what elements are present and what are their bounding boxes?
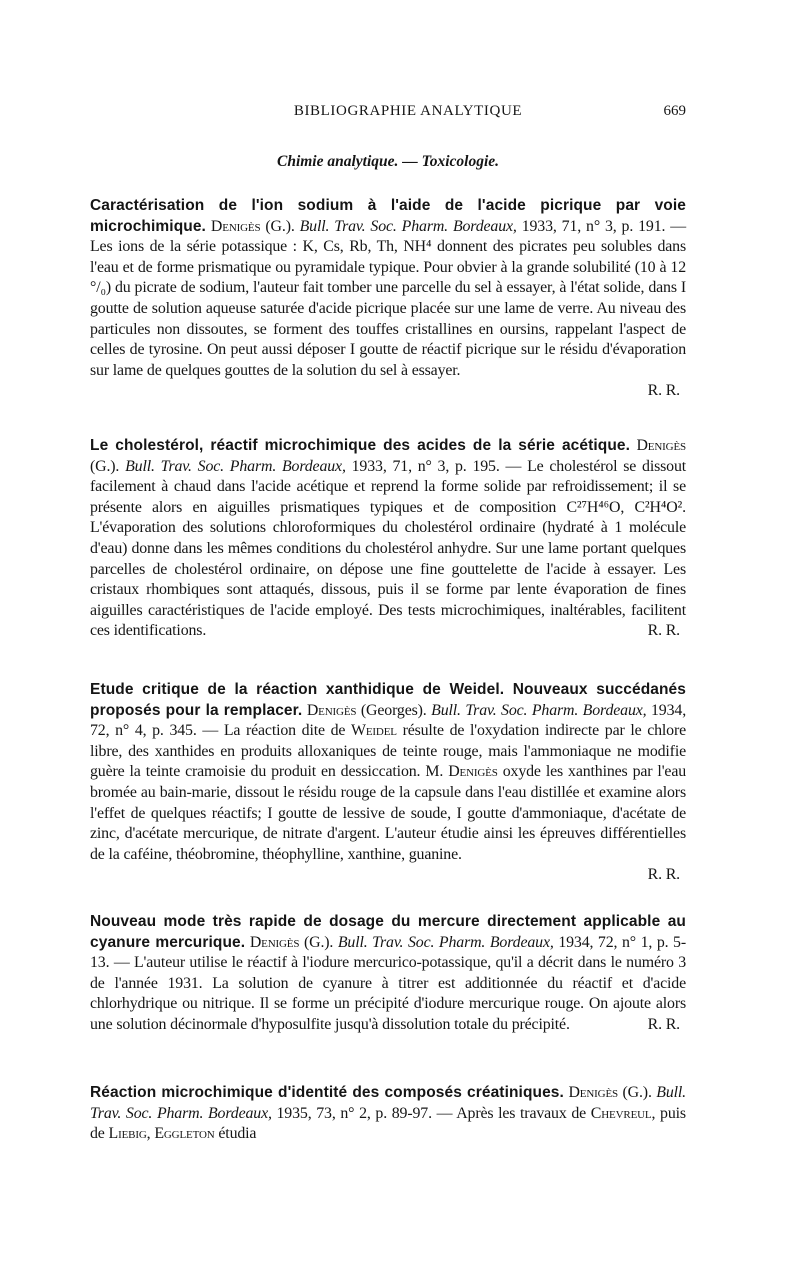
entry-reference: 1934, 72, n° 4, p. 345. [90, 701, 687, 740]
entry-signature: R. R. [647, 866, 680, 884]
entry-title: Le cholestérol, réactif microchimique des acides de la série acétique. [90, 437, 631, 454]
entry-reference: 1935, 73, n° 2, p. 89-97. [276, 1104, 432, 1122]
entry-author: Denigès [636, 437, 686, 454]
entry-signature: R. R. [647, 1015, 680, 1033]
entry-body: — L'auteur utilise le réactif à l'iodure mercurico-potassique, qu'il a décrit dans le numéro 3 de l'année 1931. La solution de cyanure à titrer est additionnée du réactif et d'acide chlorhydrique ou nitrique. Il se forme un précipité d'iodure mercurique rouge. On ajoute alors une solution décinormale d'hyposulfite jusqu'à dissolution totale du précipité. [90, 954, 687, 1033]
document-page [90, 0, 686, 1286]
entry-author: Denigès [210, 217, 261, 235]
entry-body-name: Chevreul [590, 1104, 652, 1122]
entry-author-initials: (G.). [299, 933, 334, 951]
abstract-entry [90, 680, 686, 886]
abstract-entry [90, 196, 686, 402]
entry-title: Nouveau mode très rapide de dosage du mercure directement applicable au cyanure mercurique. [90, 913, 686, 951]
entry-source: Bull. Trav. Soc. Pharm. Bordeaux, [299, 217, 517, 235]
section-heading: Chimie analytique. — Toxicologie. [276, 153, 500, 170]
entry-title: Réaction microchimique d'identité des composés créatiniques. [90, 1084, 564, 1101]
entry-body-start: — La réaction dite de [202, 722, 346, 740]
entry-author-initials: (G.). [90, 457, 120, 475]
running-title: BIBLIOGRAPHIE ANALYTIQUE [293, 103, 523, 119]
entry-body-name: Weidel [350, 722, 397, 740]
entry-body-middle: , puis de [90, 1104, 686, 1143]
entry-author: Denigès [249, 933, 300, 951]
entry-reference: 1934, 72, n° 1, p. 5-13. [90, 933, 686, 972]
entry-reference: 1933, 71, n° 3, p. 195. [351, 457, 500, 475]
entry-body-name-3: Eggleton [154, 1125, 215, 1143]
page-number: 669 [663, 103, 686, 119]
entry-body-end: oxyde les xanthines par l'eau bromée au bain-marie, dissout le résidu rouge de la capsule dans l'eau distillée et examine alors l'effet de quelques réactifs; I goutte de lessive de soude, I goutte d'ammoniaque, d'acétate de zinc, d'acétate mercurique, de nitrate d'argent. L'auteur étudie ainsi les épreuves différentielles de la caféine, théobromine, théophylline, xanthine, guanine. [90, 763, 687, 863]
entry-body-middle-2: , [146, 1125, 151, 1143]
running-header [90, 103, 686, 125]
entry-body-end: étudia [218, 1125, 257, 1143]
entry-body-name-2: Liebig [108, 1125, 147, 1143]
entry-body-name-2: Denigès [448, 763, 498, 781]
entry-author: Denigès [306, 701, 357, 719]
entry-author-initials: (G.). [618, 1084, 652, 1101]
abstract-entry [90, 436, 686, 642]
abstract-entry [90, 912, 686, 1036]
entry-body: — Le cholestérol se dissout facilement à chaud dans l'acide acétique et reprend la forme solide par refroidissement; il se présente alors en aiguilles prismatiques typiques et de composition C²⁷H⁴⁶O, C²H⁴O². L'évaporation des solutions chloroformiques du cholestérol ordinaire (hydraté à 1 molécule d'eau) donne dans les mêmes conditions du cholestérol anhydre. Sur une lame portant quelques parcelles de cholestérol ordinaire, on dépose une fine gouttelette de l'acide à essayer. Les cristaux rhombiques sont attaqués, dissous, puis il se forme par lente évaporation de fines aiguilles caractéristiques de l'acide employé. Des tests microchimiques, inaltérables, facilitent ces identifications. [90, 457, 687, 640]
entry-signature: R. R. [647, 622, 680, 640]
entry-title: Etude critique de la réaction xanthidique de Weidel. Nouveaux succédanés proposés pour la remplacer. [90, 681, 686, 719]
entry-author-initials: (Georges). [356, 701, 427, 719]
entry-author-initials: (G.). [260, 217, 295, 235]
entry-body-middle: résulte de l'oxydation indirecte par le chlore libre, des xanthides en produits alloxaniques de teinte rouge, mais l'ammoniaque ne modifie guère la teinte cramoisie du produit en dessiccation. M. [90, 722, 687, 781]
abstract-entry [90, 1083, 686, 1145]
entry-source: Bull. Trav. Soc. Pharm. Bordeaux, [125, 457, 346, 475]
entry-source: Bull. Trav. Soc. Pharm. Bordeaux, [431, 701, 647, 719]
entry-reference: 1933, 71, n° 3, p. 191. [521, 217, 666, 235]
entry-body: — Les ions de la série potassique : K, Cs, Rb, Th, NH⁴ donnent des picrates peu solubles dans l'eau et de forme prismatique ou pyramidale typique. Pour obvier à la grande solubilité (10 à 12 °/₀) du picrate de sodium, l'auteur fait tomber une parcelle du sel à essayer, à l'état solide, dans I goutte de solution aqueuse saturée d'acide picrique placée sur une lame de verre. Au niveau des particules non dissoutes, se forment des touffes cristallines en oursins, rappelant l'aspect de celles de tyrosine. On peut aussi déposer I goutte de réactif picrique sur le résidu d'évaporation sur lame de quelques gouttes de la solution du sel à essayer. [90, 217, 687, 379]
entry-author: Denigès [568, 1084, 618, 1101]
entry-source: Bull. Trav. Soc. Pharm. Bordeaux, [337, 933, 554, 951]
entry-source: Bull. Trav. Soc. Pharm. Bordeaux, [90, 1084, 686, 1122]
entry-body-start: — Après les travaux de [436, 1104, 587, 1122]
entry-signature: R. R. [647, 382, 680, 400]
entry-title: Caractérisation de l'ion sodium à l'aide de l'acide picrique par voie microchimique. [90, 197, 686, 235]
